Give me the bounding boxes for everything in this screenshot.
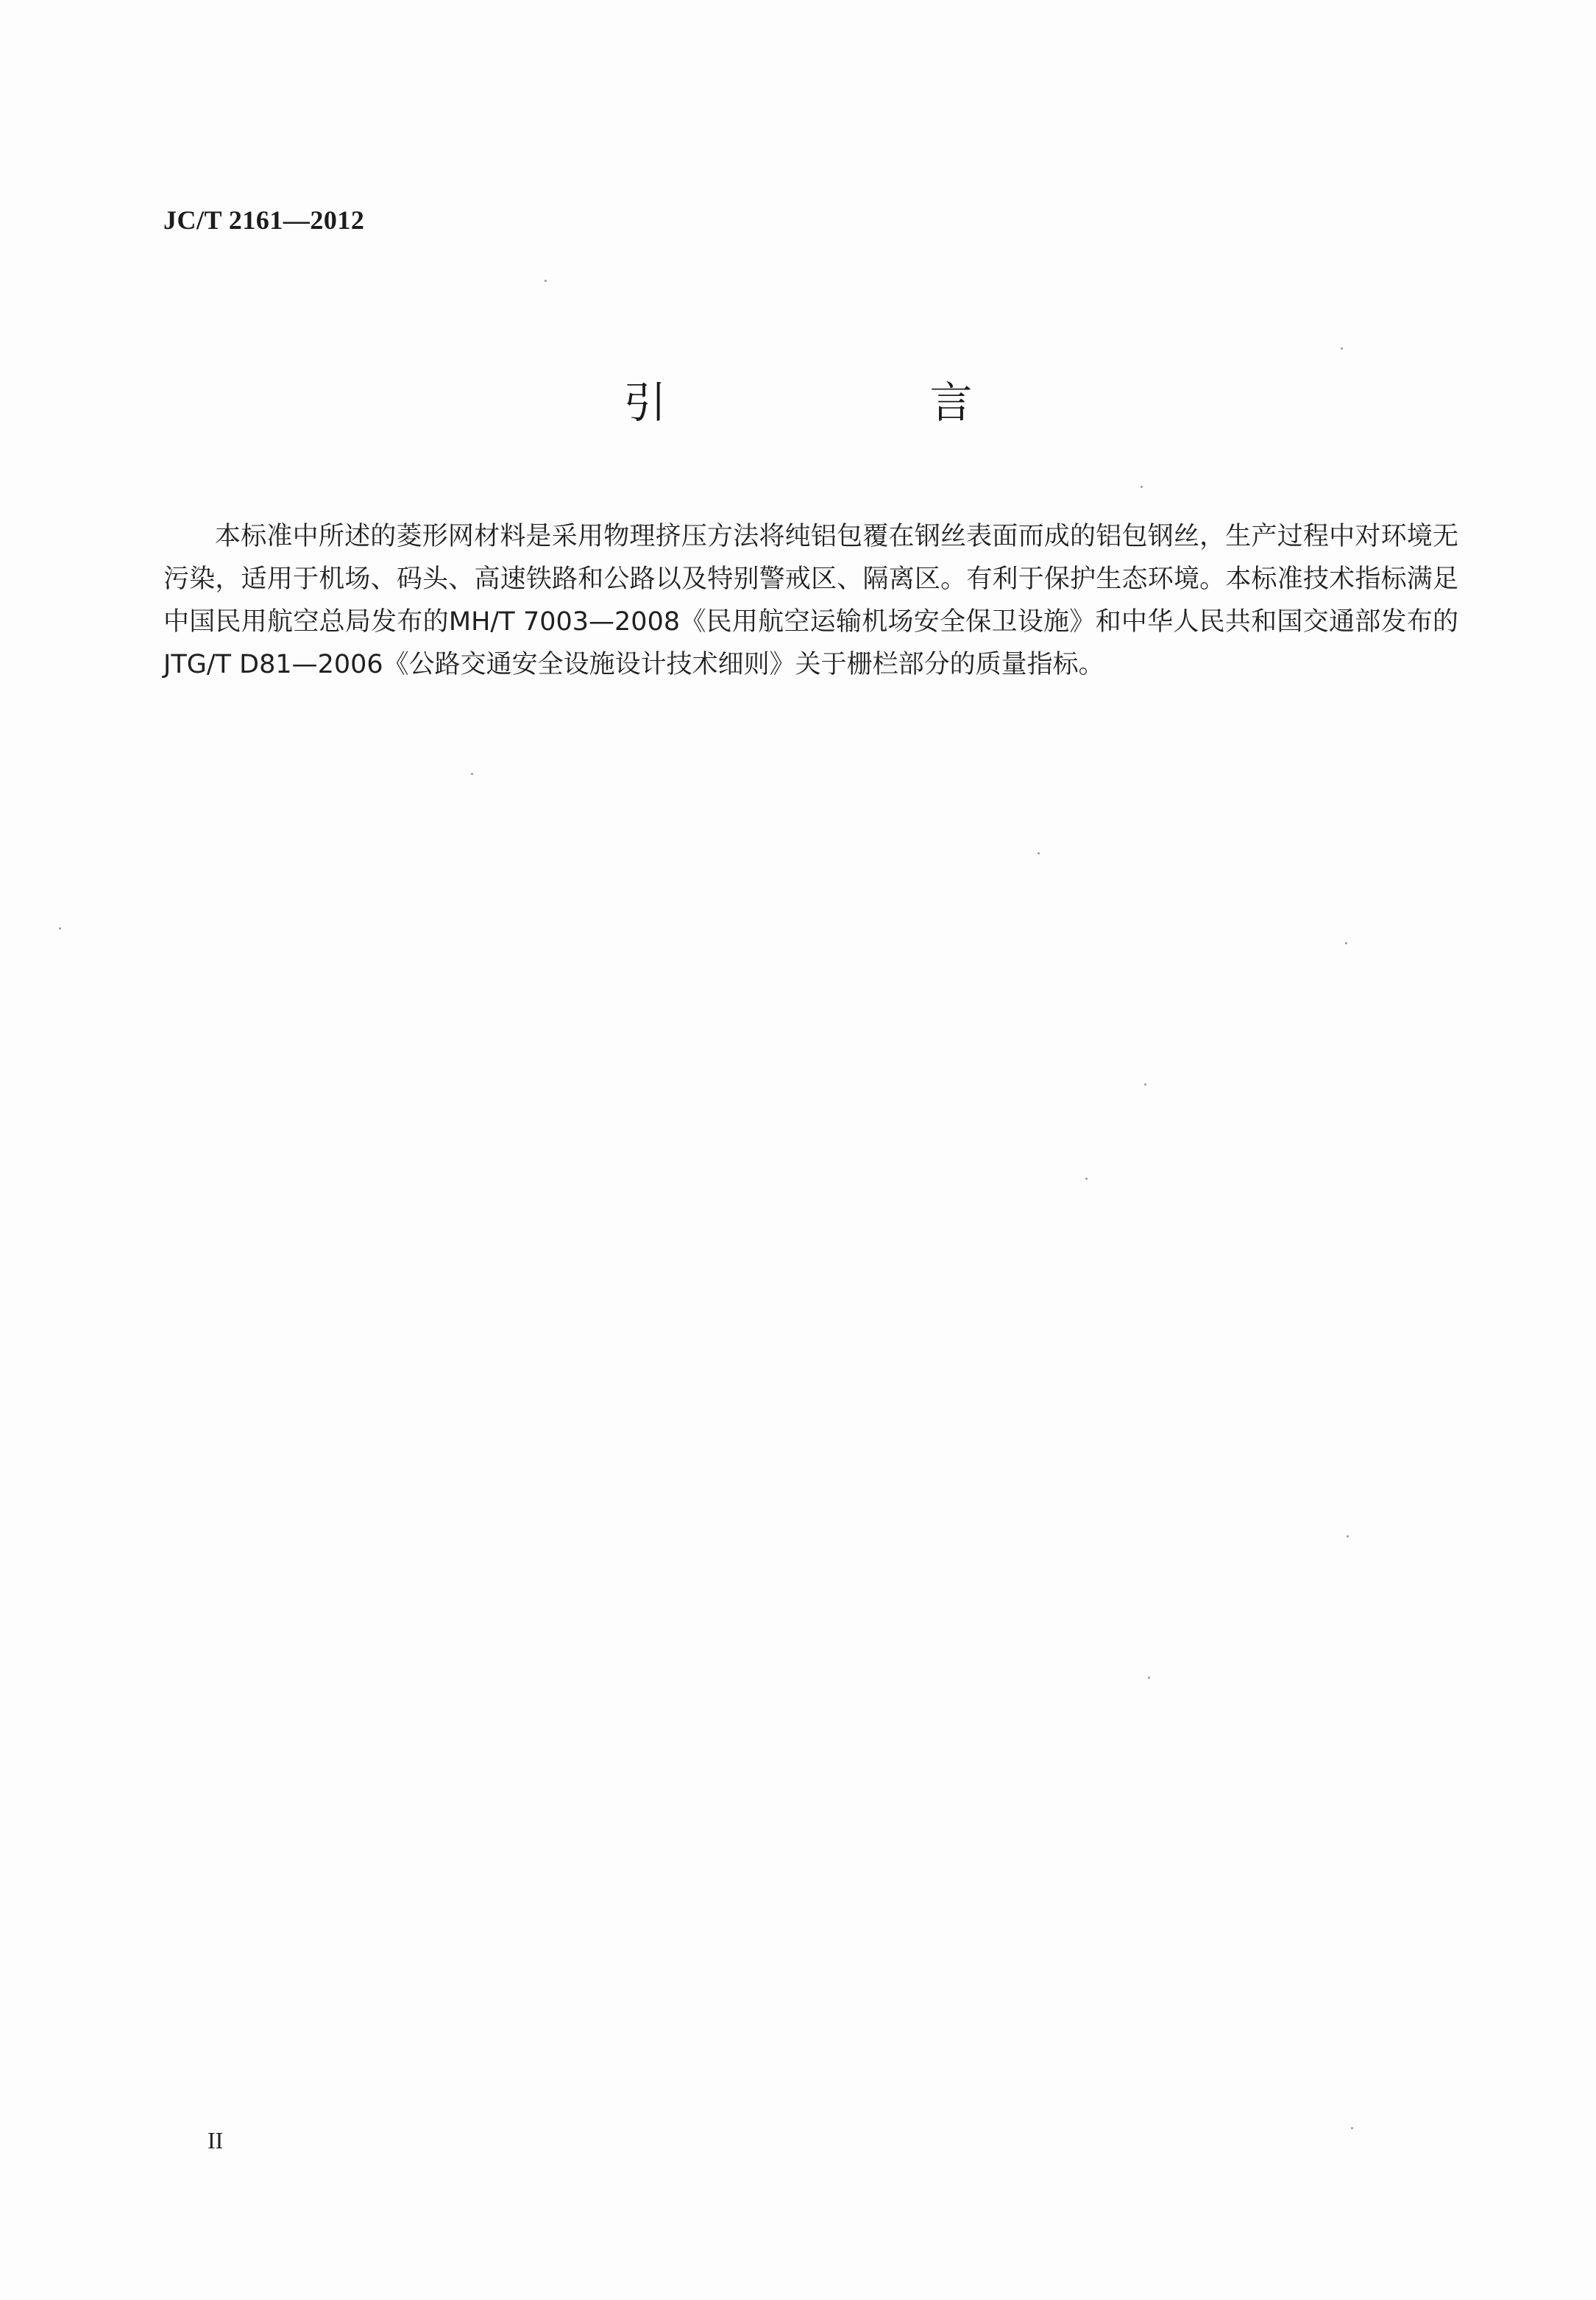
- scan-speck: [59, 927, 61, 930]
- scan-speck: [1144, 1083, 1146, 1086]
- standard-code: JC/T 2161—2012: [163, 205, 365, 235]
- page-title: 引 言: [623, 378, 1083, 428]
- scan-speck: [545, 280, 547, 282]
- scan-speck: [1341, 347, 1343, 350]
- scan-speck: [471, 773, 473, 775]
- scan-speck: [1345, 942, 1347, 944]
- scan-speck: [1347, 1535, 1349, 1538]
- body-section: [163, 515, 1458, 686]
- body-paragraph: 本标准中所述的菱形网材料是采用物理挤压方法将纯铝包覆在钢丝表面而成的铝包钢丝，生产过程中对环境无污染，适用于机场、码头、高速铁路和公路以及特别警戒区、隔离区。有利于保护生态环境。本标准技术指标满足中国民用航空总局发布的MH/T 7003—2008《民用航空运输机场安全保卫设施》和中华人民共和国交通部发布的JTG/T D81—2006《公路交通安全设施设计技术细则》关于栅栏部分的质量指标。: [163, 522, 1458, 679]
- scan-speck: [1351, 2127, 1353, 2129]
- scan-speck: [1141, 486, 1143, 488]
- scan-speck: [1038, 852, 1040, 854]
- scan-speck: [1148, 1677, 1150, 1679]
- scan-speck: [1085, 1178, 1088, 1180]
- page-number: II: [208, 2127, 224, 2154]
